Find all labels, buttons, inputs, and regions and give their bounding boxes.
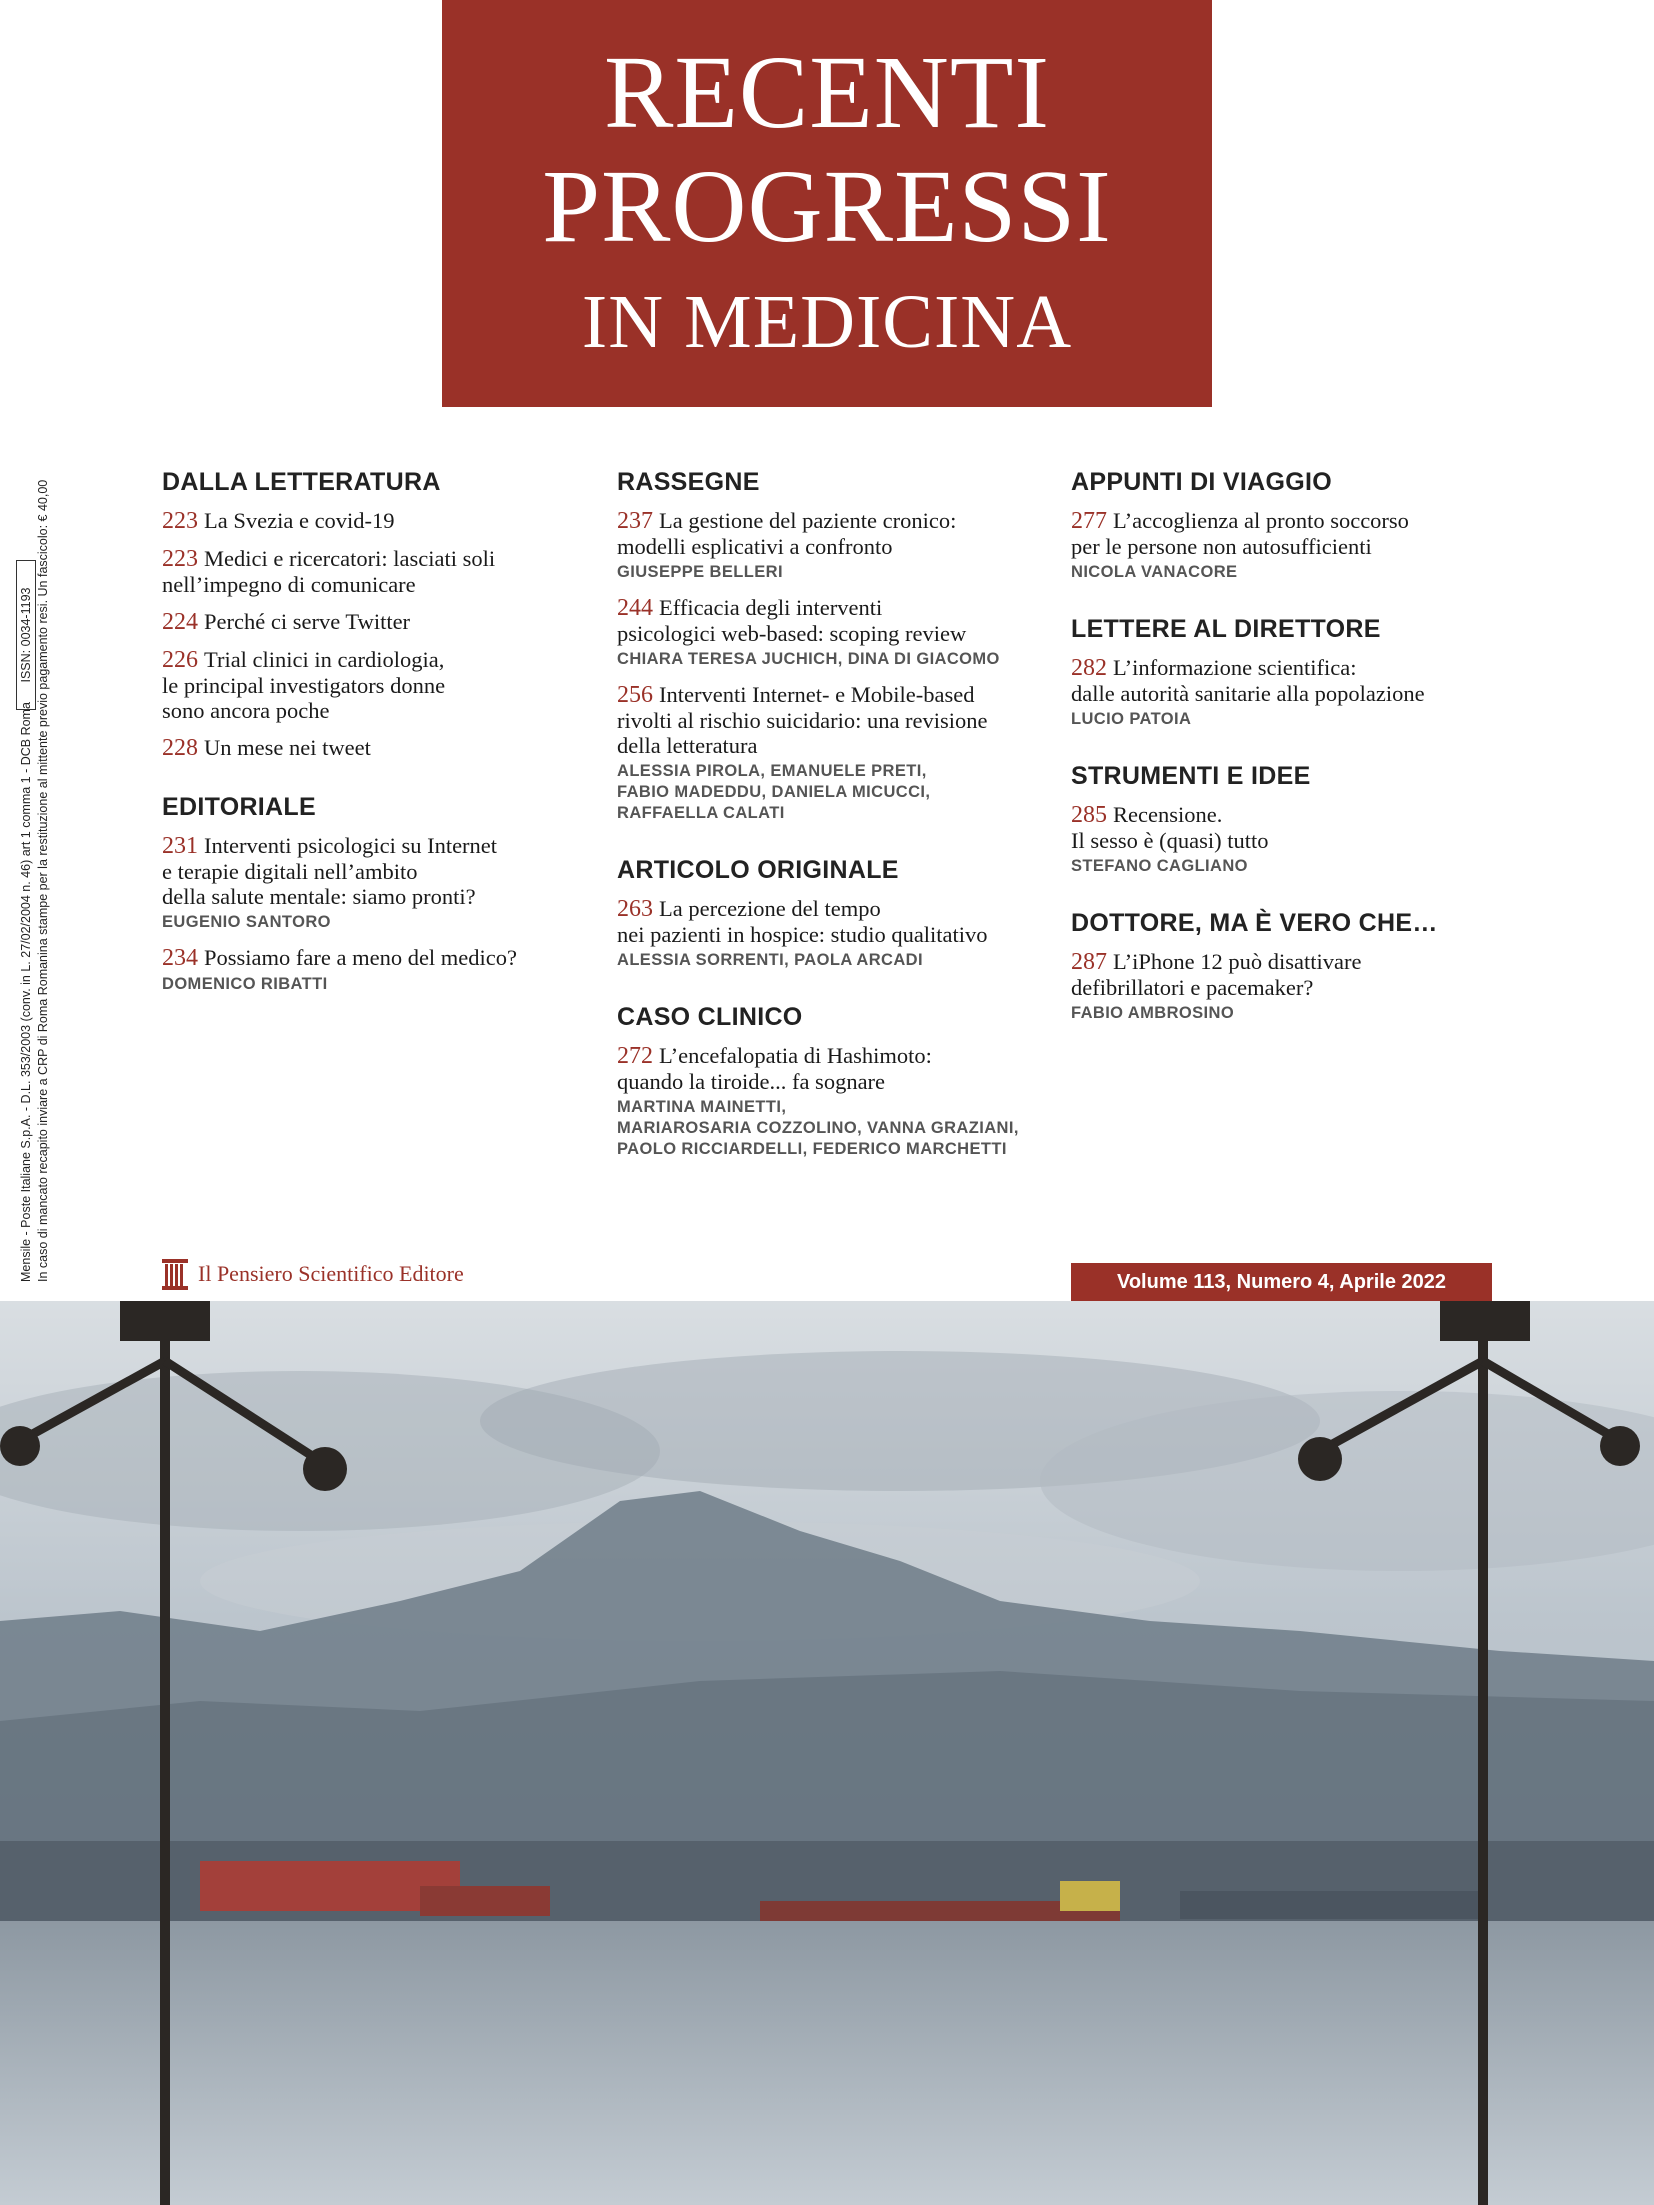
- toc-entry-author: LUCIO PATOIA: [1071, 710, 1192, 728]
- toc-entry: [1071, 655, 1511, 730]
- toc-page-number: 231: [162, 833, 198, 859]
- toc-column-1: [162, 466, 592, 1025]
- toc-page-number: 285: [1071, 802, 1107, 828]
- toc-entry: [162, 735, 592, 761]
- toc-section-title: STRUMENTI E IDEE: [1071, 762, 1311, 790]
- toc-page-number: 282: [1071, 655, 1107, 681]
- toc-entry-title: La gestione del paziente cronico: modelli esplicativi a confronto: [617, 508, 957, 559]
- toc-entry: [162, 546, 592, 597]
- toc-entry-author: CHIARA TERESA JUCHICH, DINA DI GIACOMO: [617, 650, 1000, 668]
- toc-entry: [1071, 802, 1511, 877]
- toc-entry-title: Interventi Internet- e Mobile-based rivolti al rischio suicidario: una revisione della letteratura: [617, 682, 988, 758]
- masthead: [442, 0, 1212, 407]
- toc-entry: [617, 1043, 1057, 1160]
- toc-entry-title: La percezione del tempo nei pazienti in hospice: studio qualitativo: [617, 896, 988, 947]
- volume-issue-bar: Volume 113, Numero 4, Aprile 2022: [1071, 1263, 1492, 1301]
- toc-section: [162, 466, 592, 761]
- masthead-line-3: IN MEDICINA: [581, 280, 1073, 364]
- toc-section: [617, 466, 1057, 824]
- toc-entry: [617, 508, 1057, 583]
- toc-page-number: 237: [617, 508, 653, 534]
- toc-entry-author: EUGENIO SANTORO: [162, 913, 331, 931]
- toc-entry-title-line: [162, 735, 592, 761]
- toc-entry-title-line: [617, 595, 1057, 646]
- toc-entry-title-line: [617, 682, 1057, 758]
- toc-page-number: 287: [1071, 949, 1107, 975]
- toc-entry-title: Trial clinici in cardiologia, le principal investigators donne sono ancora poche: [162, 647, 446, 723]
- toc-entry: [1071, 508, 1511, 583]
- toc-column-2: [617, 466, 1057, 1190]
- toc-section: [1071, 907, 1511, 1024]
- toc-entry: [162, 508, 592, 534]
- toc-entry-title-line: [1071, 949, 1511, 1000]
- toc-entry-title: Interventi psicologici su Internet e terapie digitali nell’ambito della salute mentale: siamo pronti?: [162, 833, 498, 909]
- toc-section: [617, 854, 1057, 971]
- toc-entry-title-line: [617, 1043, 1057, 1094]
- toc-page-number: 256: [617, 682, 653, 708]
- toc-page-number: 223: [162, 508, 198, 534]
- toc-entry-title-line: [1071, 802, 1511, 853]
- toc-entry-title-line: [162, 546, 592, 597]
- cover-photo: [0, 1301, 1654, 2205]
- issn-box: ISSN: 0034-1193: [16, 560, 36, 710]
- toc-entry-title-line: [162, 508, 592, 534]
- toc-entry: [1071, 949, 1511, 1024]
- toc-section-title: ARTICOLO ORIGINALE: [617, 856, 899, 884]
- toc-entry-title: Medici e ricercatori: lasciati soli nell’impegno di comunicare: [162, 546, 496, 597]
- toc-page-number: 226: [162, 647, 198, 673]
- toc-section: [1071, 466, 1511, 583]
- toc-section-title: APPUNTI DI VIAGGIO: [1071, 468, 1332, 496]
- toc-entry-title: L’iPhone 12 può disattivare defibrillatori e pacemaker?: [1071, 949, 1362, 1000]
- toc-section: [1071, 760, 1511, 877]
- publisher-name: Il Pensiero Scientifico Editore: [198, 1261, 464, 1286]
- toc-entry-author: FABIO AMBROSINO: [1071, 1004, 1235, 1022]
- toc-section-title: CASO CLINICO: [617, 1003, 803, 1031]
- toc-entry-author: STEFANO CAGLIANO: [1071, 857, 1248, 875]
- toc-page-number: 263: [617, 896, 653, 922]
- toc-entry-author: GIUSEPPE BELLERI: [617, 563, 783, 581]
- toc-entry-title-line: [617, 508, 1057, 559]
- toc-section: [617, 1001, 1057, 1160]
- return-note-line: In caso di mancato recapito inviare a CRP di Roma Romanina stampe per la restituzione al mittente previo pagamento resi. Un fascicolo: € 40,00: [36, 479, 50, 1282]
- toc-section-title: DOTTORE, MA È VERO CHE…: [1071, 909, 1438, 937]
- toc-page-number: 224: [162, 609, 198, 635]
- toc-entry: [162, 945, 592, 995]
- toc-entry-title: Efficacia degli interventi psicologici web-based: scoping review: [617, 595, 967, 646]
- toc-entry-title-line: [162, 609, 592, 635]
- toc-section-title: EDITORIALE: [162, 793, 316, 821]
- toc-page-number: 244: [617, 595, 653, 621]
- toc-entry-title: Recensione. Il sesso è (quasi) tutto: [1071, 802, 1269, 853]
- toc-entry-title-line: [162, 647, 592, 723]
- masthead-line-1: RECENTI: [603, 35, 1051, 150]
- toc-entry: [617, 896, 1057, 971]
- toc-entry-title: La Svezia e covid-19: [204, 508, 395, 533]
- toc-entry-title-line: [1071, 655, 1511, 706]
- toc-entry-author: MARTINA MAINETTI, MARIAROSARIA COZZOLINO, VANNA GRAZIANI, PAOLO RICCIARDELLI, FEDERICO MARCHETTI: [617, 1098, 1019, 1158]
- toc-entry: [617, 595, 1057, 670]
- toc-entry-title: Possiamo fare a meno del medico?: [204, 945, 518, 970]
- toc-entry-title: Un mese nei tweet: [204, 735, 371, 760]
- toc-section-title: LETTERE AL DIRETTORE: [1071, 615, 1381, 643]
- toc-entry: [162, 647, 592, 723]
- toc-entry: [162, 833, 592, 933]
- harbor-rain-illustration: [0, 1301, 1654, 2205]
- toc-section: [162, 791, 592, 995]
- toc-entry-author: NICOLA VANACORE: [1071, 563, 1238, 581]
- toc-column-3: [1071, 466, 1511, 1054]
- toc-section-title: RASSEGNE: [617, 468, 760, 496]
- column-logo-icon: [160, 1257, 190, 1291]
- toc-entry-title-line: [162, 945, 592, 971]
- toc-entry-title: L’accoglienza al pronto soccorso per le persone non autosufficienti: [1071, 508, 1409, 559]
- toc-entry-title: Perché ci serve Twitter: [204, 609, 411, 634]
- toc-page-number: 272: [617, 1043, 653, 1069]
- publisher: [160, 1256, 464, 1292]
- toc-entry-author: ALESSIA SORRENTI, PAOLA ARCADI: [617, 951, 923, 969]
- toc-page-number: 228: [162, 735, 198, 761]
- toc-entry-author: ALESSIA PIROLA, EMANUELE PRETI, FABIO MADEDDU, DANIELA MICUCCI, RAFFAELLA CALATI: [617, 762, 931, 822]
- postal-line: Mensile - Poste Italiane S.p.A. - D.L. 353/2003 (conv. in L. 27/02/2004 n. 46) art 1 comma 1 - DCB Roma: [19, 702, 33, 1282]
- toc-page-number: 234: [162, 945, 198, 971]
- toc-entry-title-line: [617, 896, 1057, 947]
- toc-entry: [617, 682, 1057, 824]
- toc-entry-author: DOMENICO RIBATTI: [162, 975, 328, 993]
- toc-entry-title-line: [162, 833, 592, 909]
- masthead-line-2: PROGRESSI: [542, 149, 1112, 264]
- toc-entry-title: L’encefalopatia di Hashimoto: quando la tiroide... fa sognare: [617, 1043, 932, 1094]
- toc-section: [1071, 613, 1511, 730]
- toc-entry-title-line: [1071, 508, 1511, 559]
- toc-entry-title: L’informazione scientifica: dalle autorità sanitarie alla popolazione: [1071, 655, 1425, 706]
- toc-page-number: 223: [162, 546, 198, 572]
- toc-page-number: 277: [1071, 508, 1107, 534]
- toc-entry: [162, 609, 592, 635]
- toc-section-title: DALLA LETTERATURA: [162, 468, 441, 496]
